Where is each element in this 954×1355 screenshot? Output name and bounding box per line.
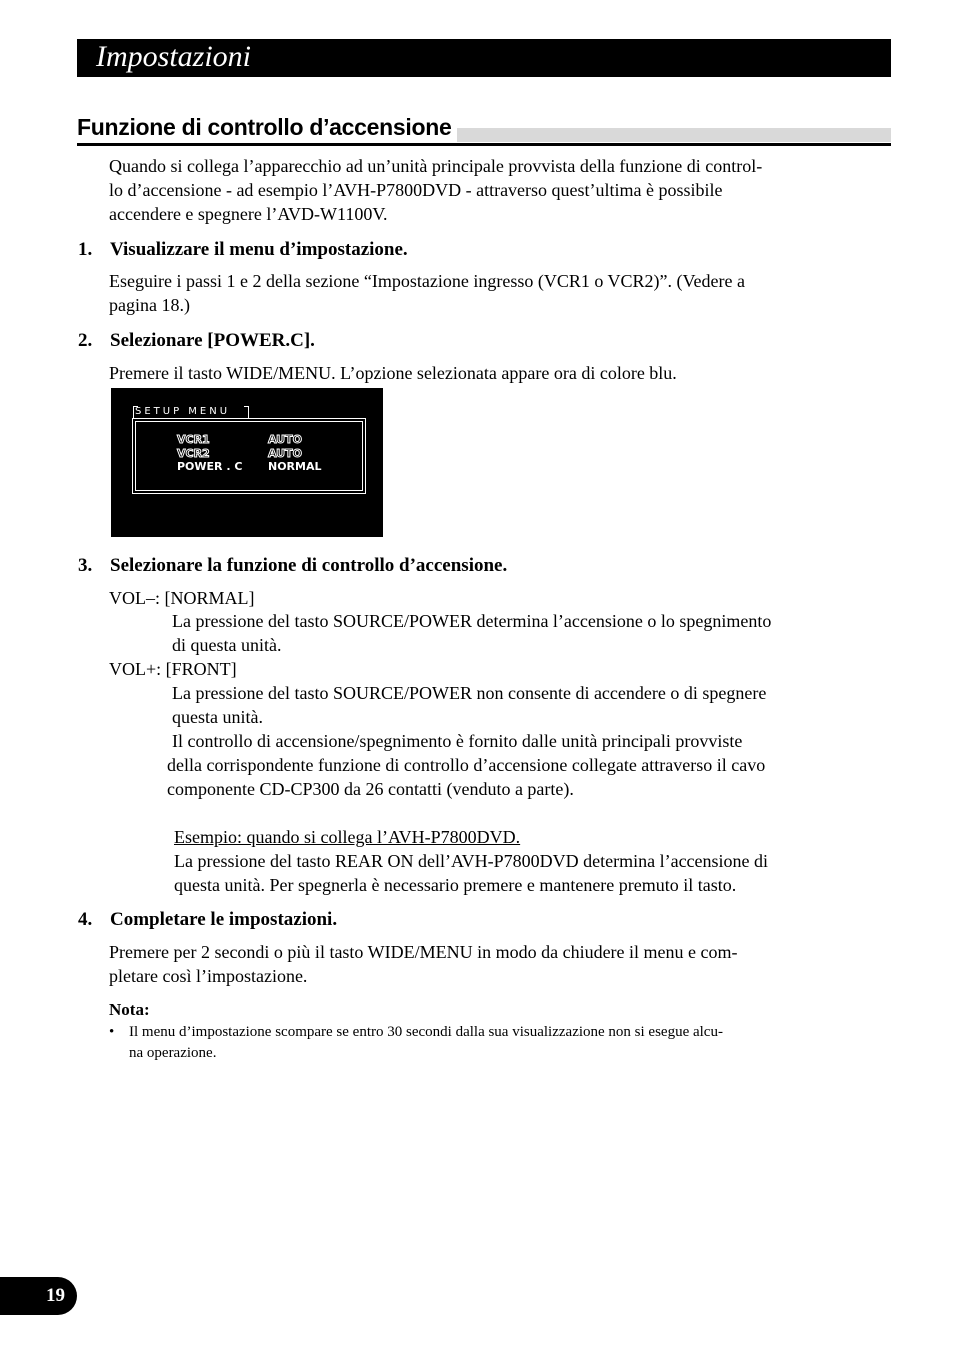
- screen-row-label: VCR1: [177, 433, 210, 446]
- step-2-number: 2.: [78, 330, 93, 351]
- vol-plus-label: VOL+: [FRONT]: [109, 659, 237, 679]
- example-title: Esempio: quando si collega l’AVH-P7800DVD.: [174, 827, 521, 847]
- note-line-1: Il menu d’impostazione scompare se entro 30 secondi dalla sua visualizzazione non si esegue alcu-: [129, 1024, 723, 1040]
- note-line-2: na operazione.: [129, 1045, 217, 1061]
- intro-line-3: accendere e spegnere l’AVD-W1100V.: [109, 204, 388, 224]
- step-3-number: 3.: [78, 555, 93, 576]
- vol-minus-line-2: di questa unità.: [172, 635, 282, 655]
- example-line-1: La pressione del tasto REAR ON dell’AVH-P7800DVD determina l’accensione di: [174, 851, 769, 871]
- step-4-line-1: Premere per 2 secondi o più il tasto WIDE/MENU in modo da chiudere il menu e com-: [109, 942, 738, 962]
- screen-row-value: AUTO: [268, 433, 302, 446]
- intro-line-2: lo d’accensione - ad esempio l’AVH-P7800DVD - attraverso quest’ultima è possibile: [109, 180, 723, 200]
- screen-row-label: POWER . C: [177, 460, 243, 473]
- section-rule: [77, 143, 891, 146]
- screen-row-value: AUTO: [268, 447, 302, 460]
- step-4-line-2: pletare così l’impostazione.: [109, 966, 308, 986]
- screen-title: SETUP MENU: [135, 406, 231, 417]
- vol-plus-line-5: componente CD-CP300 da 26 contatti (venduto a parte).: [167, 779, 574, 799]
- section-title: Funzione di controllo d’accensione: [77, 112, 457, 142]
- screen-bracket-right: [244, 406, 249, 418]
- vol-plus-line-4: della corrispondente funzione di controllo d’accensione collegate attraverso il cavo: [167, 755, 766, 775]
- screen-row-power-c: [177, 460, 322, 473]
- example-line-2: questa unità. Per spegnerla è necessario premere e mantenere premuto il tasto.: [174, 875, 737, 895]
- step-1-heading: [78, 238, 408, 262]
- screen-row-value: NORMAL: [268, 460, 322, 473]
- note-text: [129, 1022, 854, 1064]
- vol-minus-label: VOL–: [NORMAL]: [109, 588, 255, 608]
- note-title: Nota:: [109, 1000, 150, 1019]
- bullet-icon: •: [109, 1024, 115, 1040]
- step-1-line-2: pagina 18.): [109, 295, 190, 315]
- step-1-number: 1.: [78, 239, 93, 260]
- vol-minus-line-1: La pressione del tasto SOURCE/POWER determina l’accensione o lo spegnimento: [172, 611, 772, 631]
- page-number-tab: [0, 1277, 77, 1315]
- step-4-heading: [78, 908, 337, 932]
- section-heading: [77, 112, 891, 148]
- screen-row-vcr1: [177, 433, 302, 446]
- step-2-line-1: Premere il tasto WIDE/MENU. L’opzione selezionata appare ora di colore blu.: [109, 363, 677, 383]
- step-2-title: Selezionare [POWER.C].: [110, 330, 315, 351]
- vol-plus-line-2: questa unità.: [172, 707, 263, 727]
- step-1-title: Visualizzare il menu d’impostazione.: [110, 239, 408, 260]
- setup-menu-screen: [111, 388, 383, 537]
- step-3-title: Selezionare la funzione di controllo d’accensione.: [110, 555, 508, 576]
- vol-plus-line-3: Il controllo di accensione/spegnimento è fornito dalle unità principali provviste: [172, 731, 743, 751]
- vol-plus-line-1: La pressione del tasto SOURCE/POWER non consente di accendere o di spegnere: [172, 683, 767, 703]
- step-3-heading: [78, 554, 507, 578]
- step-2-heading: [78, 329, 315, 353]
- step-4-number: 4.: [78, 909, 93, 930]
- step-1-line-1: Eseguire i passi 1 e 2 della sezione “Impostazione ingresso (VCR1 o VCR2)”. (Vedere a: [109, 271, 745, 291]
- screen-row-label: VCR2: [177, 447, 210, 460]
- screen-row-vcr2: [177, 447, 302, 460]
- header-bar: [77, 39, 891, 77]
- intro-line-1: Quando si collega l’apparecchio ad un’unità principale provvista della funzione di control-: [109, 156, 763, 176]
- page-title: Impostazioni: [96, 40, 252, 73]
- step-4-title: Completare le impostazioni.: [110, 909, 338, 930]
- page-number: 19: [46, 1285, 65, 1306]
